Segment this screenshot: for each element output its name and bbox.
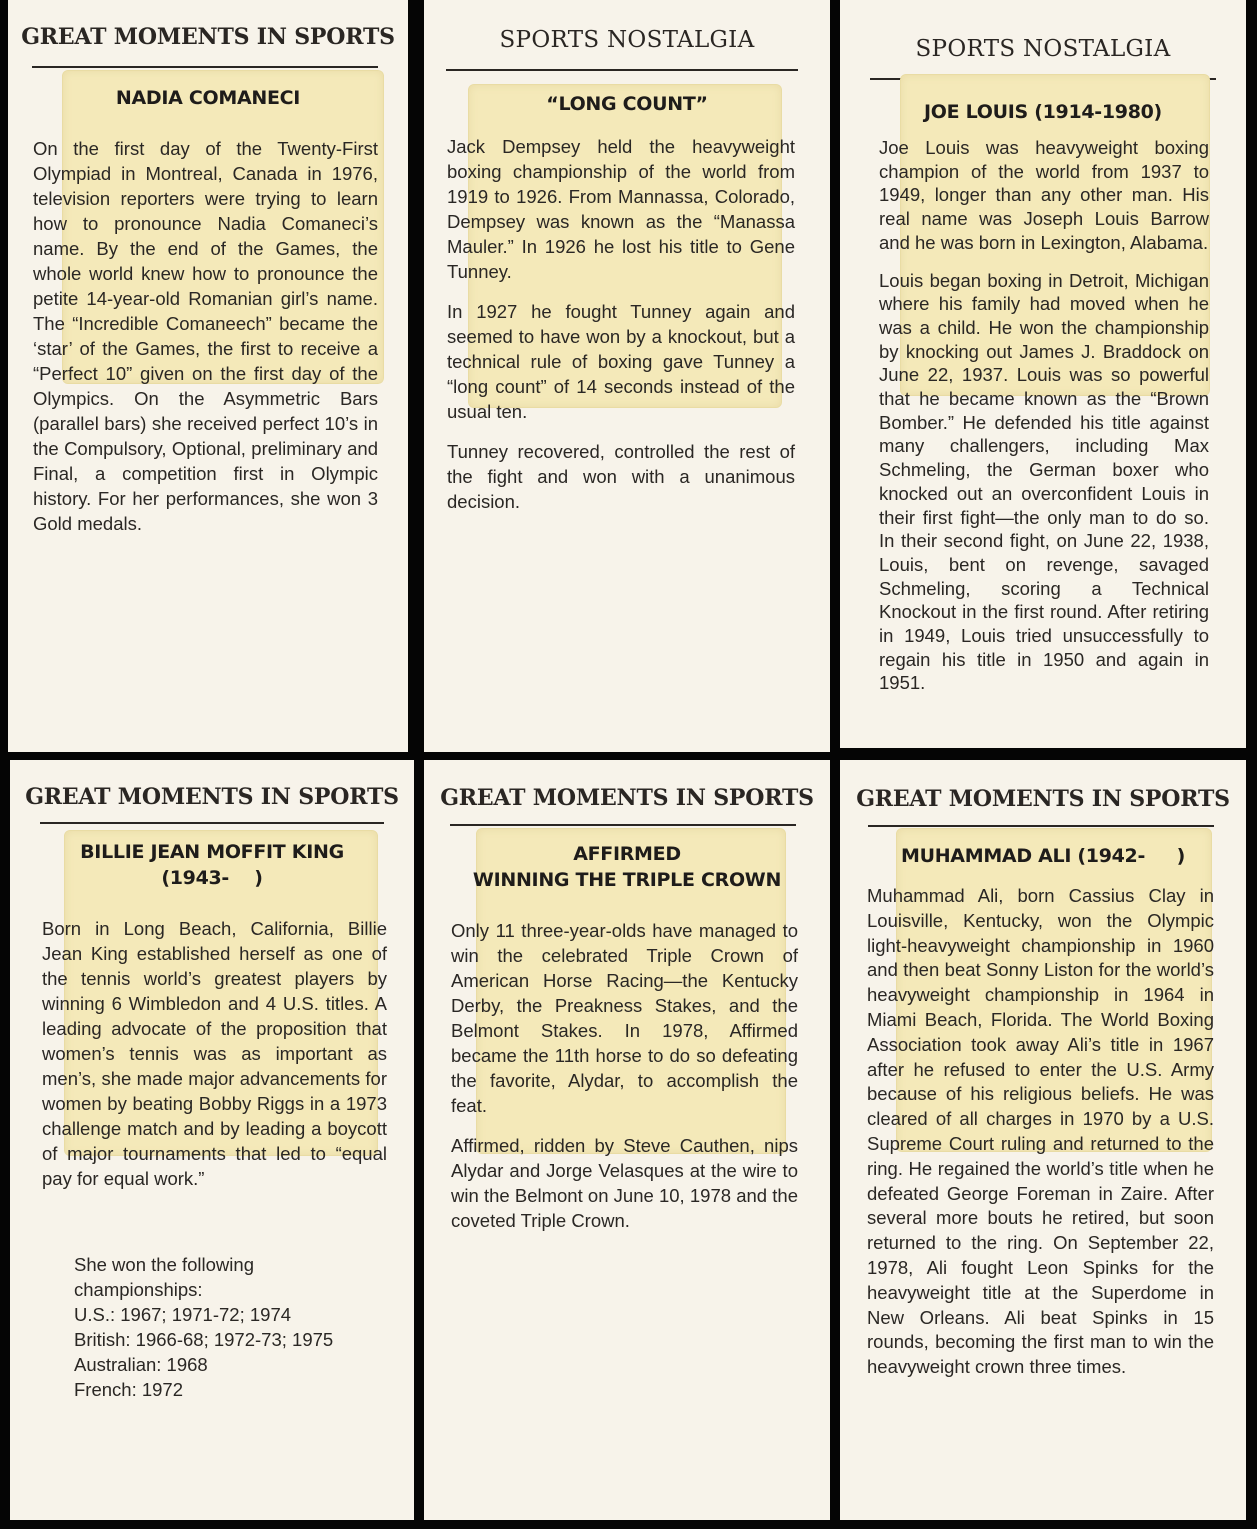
card-nadia-comaneci — [8, 0, 408, 752]
card-body — [447, 134, 795, 529]
heading-rule — [450, 824, 796, 826]
card-title-line-2: WINNING THE TRIPLE CROWN — [472, 869, 782, 891]
body-paragraph: Affirmed, ridden by Steve Cauthen, nips Alydar and Jorge Velasques at the wire to win the Belmont on June 10, 1978 and the coveted Triple Crown. — [451, 1135, 798, 1231]
card-title: “LONG COUNT” — [546, 93, 708, 115]
card-title-line-2: (1943- ) — [161, 867, 263, 889]
card-body — [879, 136, 1209, 710]
card-body — [33, 136, 378, 551]
series-heading: SPORTS NOSTALGIA — [499, 27, 755, 53]
card-title: NADIA COMANECI — [115, 87, 301, 109]
heading-rule — [446, 69, 798, 71]
championship-list — [74, 1252, 333, 1402]
list-item: championships: — [74, 1279, 203, 1300]
card-billie-jean-king — [10, 760, 414, 1520]
body-paragraph: Only 11 three-year-olds have managed to win the celebrated Triple Crown of American Horse Racing—the Kentucky Derby, the Preakness Stakes, and the Belmont Stakes. In 1978, Affirmed became the 11th horse to do so defeating the favorite, Alydar, to accomplish the feat. — [451, 920, 798, 1116]
list-item: British: 1966-68; 1972-73; 1975 — [74, 1329, 334, 1350]
body-paragraph: Louis began boxing in Detroit, Michigan where his family had moved when he was a child. He won the championship by knocking out James J. Braddock on June 22, 1937. Louis was so powerful that he became known as the “Brown Bomber.” He defended his title against many challengers, including Max Schmeling, the German boxer who knocked out an overconfident Louis in their first fight—the only man to do so. In their second fight, on June 22, 1938, Louis, bent on revenge, savaged Schmeling, scoring a Technical Knockout in the first round. After retiring in 1949, Louis tried unsuccessfully to regain his title in 1950 and again in 1951. — [879, 269, 1209, 694]
card-long-count — [424, 0, 830, 752]
body-paragraph: On the first day of the Twenty-First Olympiad in Montreal, Canada in 1976, television reporters were trying to learn how to pronounce Nadia Comaneci’s name. By the end of the Games, the whole world knew how to pronounce the petite 14-year-old Romanian girl’s name. The “Incredible Comaneech” became the ‘star’ of the Games, the first to receive a “Perfect 10” given on the first day of the Olympics. On the Asymmetric Bars (parallel bars) she received perfect 10’s in the Compulsory, Optional, preliminary and Final, a competition first in Olympic history. For her performances, she won 3 Gold medals. — [33, 138, 378, 534]
series-heading: GREAT MOMENTS IN SPORTS — [25, 784, 399, 810]
heading-rule — [868, 825, 1214, 827]
body-paragraph: Muhammad Ali, born Cassius Clay in Louisville, Kentucky, won the Olympic light-heavyweight championship in 1960 and then beat Sonny Liston for the world’s heavyweight championship in 1964 in Miami Beach, Florida. The World Boxing Association took away Ali’s title in 1967 after he refused to enter the U.S. Army because of his religious beliefs. He was cleared of all charges in 1970 by a U.S. Supreme Court ruling and returned to the ring. He regained the world’s title when he defeated George Foreman in Zaire. After several more bouts he retired, but soon returned to the ring. On September 22, 1978, Ali fought Leon Spinks for the heavyweight title at the Superdome in New Orleans. Ali beat Spinks in 15 rounds, becoming the first man to win the heavyweight crown three times. — [867, 885, 1214, 1378]
card-affirmed — [424, 760, 830, 1520]
card-body — [451, 918, 798, 1248]
list-item: Australian: 1968 — [74, 1354, 208, 1375]
list-item: U.S.: 1967; 1971-72; 1974 — [74, 1304, 292, 1325]
series-heading: SPORTS NOSTALGIA — [915, 36, 1171, 62]
list-item: She won the following — [74, 1254, 254, 1275]
series-heading: GREAT MOMENTS IN SPORTS — [21, 24, 395, 50]
series-heading: GREAT MOMENTS IN SPORTS — [440, 785, 814, 811]
body-paragraph: Joe Louis was heavyweight boxing champion of the world from 1937 to 1949, longer than any other man. His real name was Joseph Louis Barrow and he was born in Lexington, Alabama. — [879, 137, 1209, 253]
card-muhammad-ali — [840, 760, 1246, 1520]
series-heading: GREAT MOMENTS IN SPORTS — [856, 786, 1230, 812]
body-paragraph: Jack Dempsey held the heavyweight boxing championship of the world from 1919 to 1926. From Mannassa, Colorado, Dempsey was known as the “Manassa Mauler.” In 1926 he lost his title to Gene Tunney. — [447, 136, 795, 282]
heading-rule — [40, 822, 384, 824]
list-item: French: 1972 — [74, 1379, 184, 1400]
body-paragraph: Born in Long Beach, California, Billie Jean King established herself as one of the tennis world’s greatest players by winning 6 Wimbledon and 4 U.S. titles. A leading advocate of the proposition that women’s tennis was as important as men’s, she made major advancements for women by beating Bobby Riggs in a 1973 challenge match and by leading a boycott of major tournaments that led to “equal pay for equal work.” — [42, 918, 387, 1189]
card-title-line-1: AFFIRMED — [573, 843, 681, 865]
card-title-line-1: BILLIE JEAN MOFFIT KING — [80, 841, 344, 863]
card-body — [42, 916, 387, 1206]
card-title: MUHAMMAD ALI (1942- ) — [900, 845, 1186, 867]
body-paragraph: In 1927 he fought Tunney again and seemed to have won by a knockout, but a technical rule of boxing gave Tunney a “long count” of 14 seconds instead of the usual ten. — [447, 301, 795, 422]
heading-rule — [32, 66, 378, 68]
card-joe-louis — [840, 0, 1246, 748]
card-body — [867, 884, 1214, 1395]
body-paragraph: Tunney recovered, controlled the rest of the fight and won with a unanimous decision. — [447, 441, 795, 512]
card-title: JOE LOUIS (1914-1980) — [924, 101, 1162, 123]
